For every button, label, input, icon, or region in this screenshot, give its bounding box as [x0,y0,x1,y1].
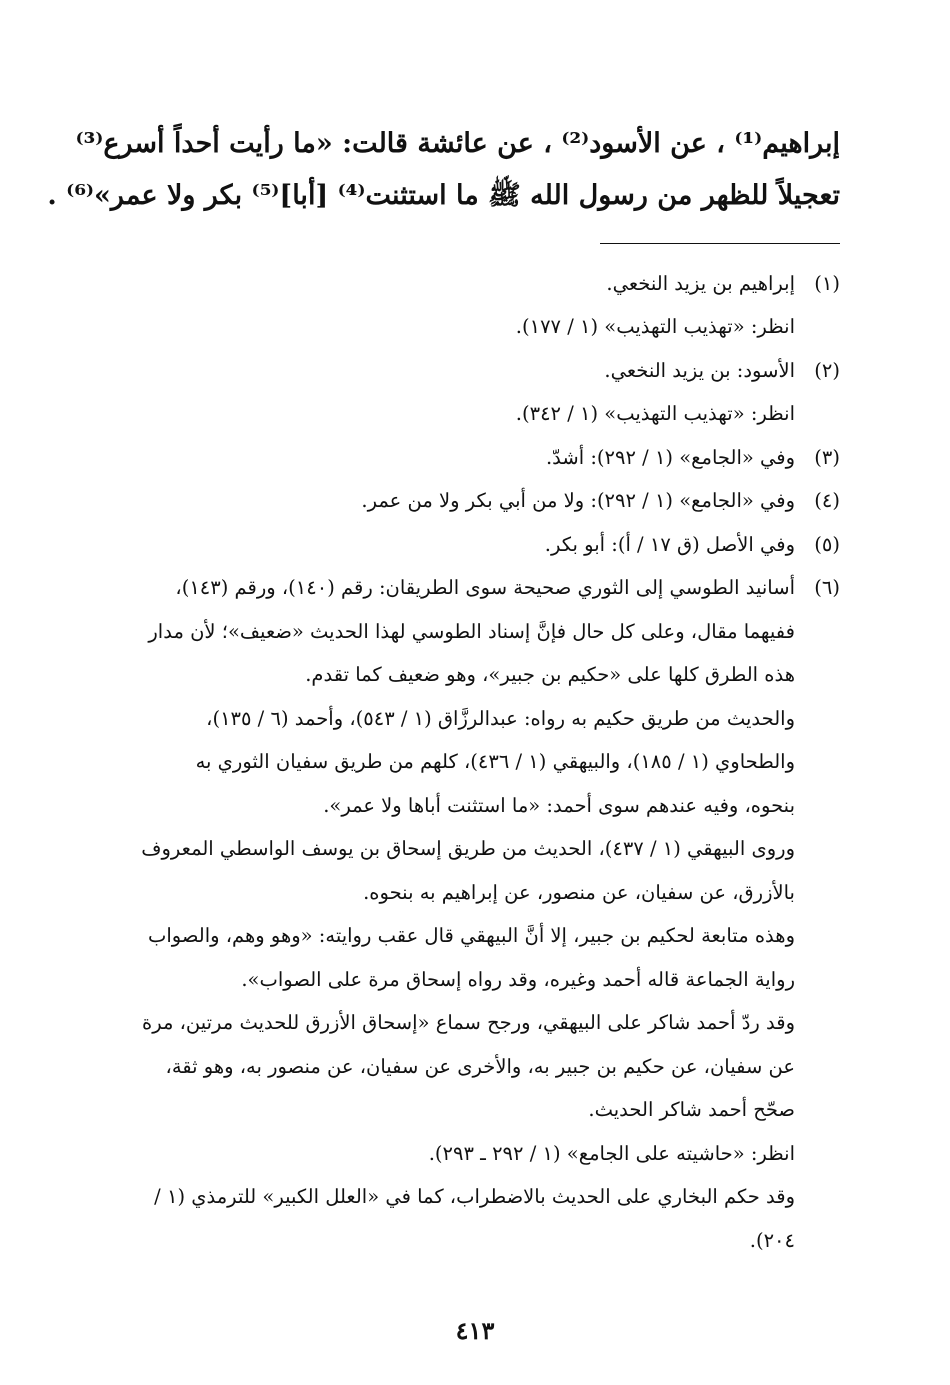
footnote-text: انظر: «حاشيته على الجامع» (١ / ٢٩٢ ـ ٢٩٣). [428,1142,795,1165]
footnote-line [305,663,840,686]
page-number: ٤١٣ [455,1316,495,1345]
footnote-text: رواية الجماعة قاله أحمد وغيره، وقد رواه إسحاق مرة على الصواب». [241,968,795,991]
footnote-text: إبراهيم بن يزيد النخعي. [606,272,795,295]
footnote-line [516,402,840,425]
footnote-line [148,620,840,643]
footnote-text: أسانيد الطوسي إلى الثوري صحيحة سوى الطريقان: رقم (١٤٠)، ورقم (١٤٣)، [175,576,795,599]
footnote-number: (٢) [814,359,840,382]
footnote-text: انظر: «تهذيب التهذيب» (١ / ٣٤٢). [515,402,795,425]
footnote-line [323,794,840,817]
footnote-line [141,837,840,860]
footnote-number: (٤) [814,489,840,512]
footnote-text: ففيهما مقال، وعلى كل حال فإنَّ إسناد الطوسي لهذا الحديث «ضعيف»؛ لأن مدار [148,620,795,643]
footnote-text: صحّح أحمد شاكر الحديث. [588,1098,795,1121]
footnote-line [361,489,840,512]
main-text [47,118,840,222]
footnote-line [166,1055,840,1078]
footnote-text: وقد ردّ أحمد شاكر على البيهقي، ورجح سماع «إسحاق الأزرق للحديث مرتين، مرة [141,1011,795,1034]
footnote-separator [600,243,840,244]
footnote-number: (٣) [814,446,840,469]
footnote-text: وفي «الجامع» (١ / ٢٩٢): أشدّ. [545,446,795,469]
footnote-text: وروى البيهقي (١ / ٤٣٧)، الحديث من طريق إسحاق بن يوسف الواسطي المعروف [141,837,795,860]
footnote-number: (٦) [814,576,840,599]
footnote-number: (١) [814,272,840,295]
footnote-line [363,881,840,904]
footnote-line [429,1142,840,1165]
footnote-text: بالأزرق، عن سفيان، عن منصور، عن إبراهيم به بنحوه. [363,881,795,904]
footnote-text: وهذه متابعة لحكيم بن جبير، إلا أنَّ البيهقي قال عقب روايته: «وهو وهم، والصواب [148,924,795,947]
main-line: تعجيلاً للظهر من رسول الله ﷺ ما استثنت⁽⁴⁾ [أبا]⁽⁵⁾ بكر ولا عمر»⁽⁶⁾ . [47,180,840,211]
footnote-line [142,1011,840,1034]
footnote-line [241,968,840,991]
footnote-line [588,1098,840,1121]
footnote-text: والطحاوي (١ / ١٨٥)، والبيهقي (١ / ٤٣٦)، كلهم من طريق سفيان الثوري به [195,750,795,773]
footnote-line [545,533,840,556]
main-line: إبراهيم⁽¹⁾ ، عن الأسود⁽²⁾ ، عن عائشة قالت: «ما رأيت أحداً أسرع⁽³⁾ [75,128,840,159]
footnote-text: عن سفيان، عن حكيم بن جبير به، والأخرى عن سفيان، عن منصور به، وهو ثقة، [165,1055,795,1078]
footnote-text: وفي «الجامع» (١ / ٢٩٢): ولا من أبي بكر ولا من عمر. [361,489,795,512]
footnote-line [148,924,840,947]
footnote-line [750,1229,840,1252]
footnote-text: الأسود: بن يزيد النخعي. [604,359,795,382]
footnote-line [516,315,840,338]
footnote-number: (٥) [814,533,840,556]
footnote-text: انظر: «تهذيب التهذيب» (١ / ١٧٧). [515,315,795,338]
footnote-text: وقد حكم البخاري على الحديث بالاضطراب، كما في «العلل الكبير» للترمذي (١ / [154,1185,795,1208]
footnote-line [175,576,840,599]
footnote-line [546,446,840,469]
footnote-text: والحديث من طريق حكيم به رواه: عبدالرزَّاق (١ / ٥٤٣)، وأحمد (٦ / ١٣٥)، [206,707,795,730]
footnote-line [154,1185,840,1208]
footnote-line [606,272,840,295]
footnote-text: بنحوه، وفيه عندهم سوى أحمد: «ما استثنت أباها ولا عمر». [323,794,795,817]
footnote-line [206,707,840,730]
footnote-line [604,359,840,382]
footnote-line [196,750,840,773]
footnote-text: ٢٠٤). [749,1229,795,1252]
footnote-text: وفي الأصل (ق ١٧ / أ): أبو بكر. [544,533,795,556]
footnote-text: هذه الطرق كلها على «حكيم بن جبير»، وهو ضعيف كما تقدم. [305,663,795,686]
